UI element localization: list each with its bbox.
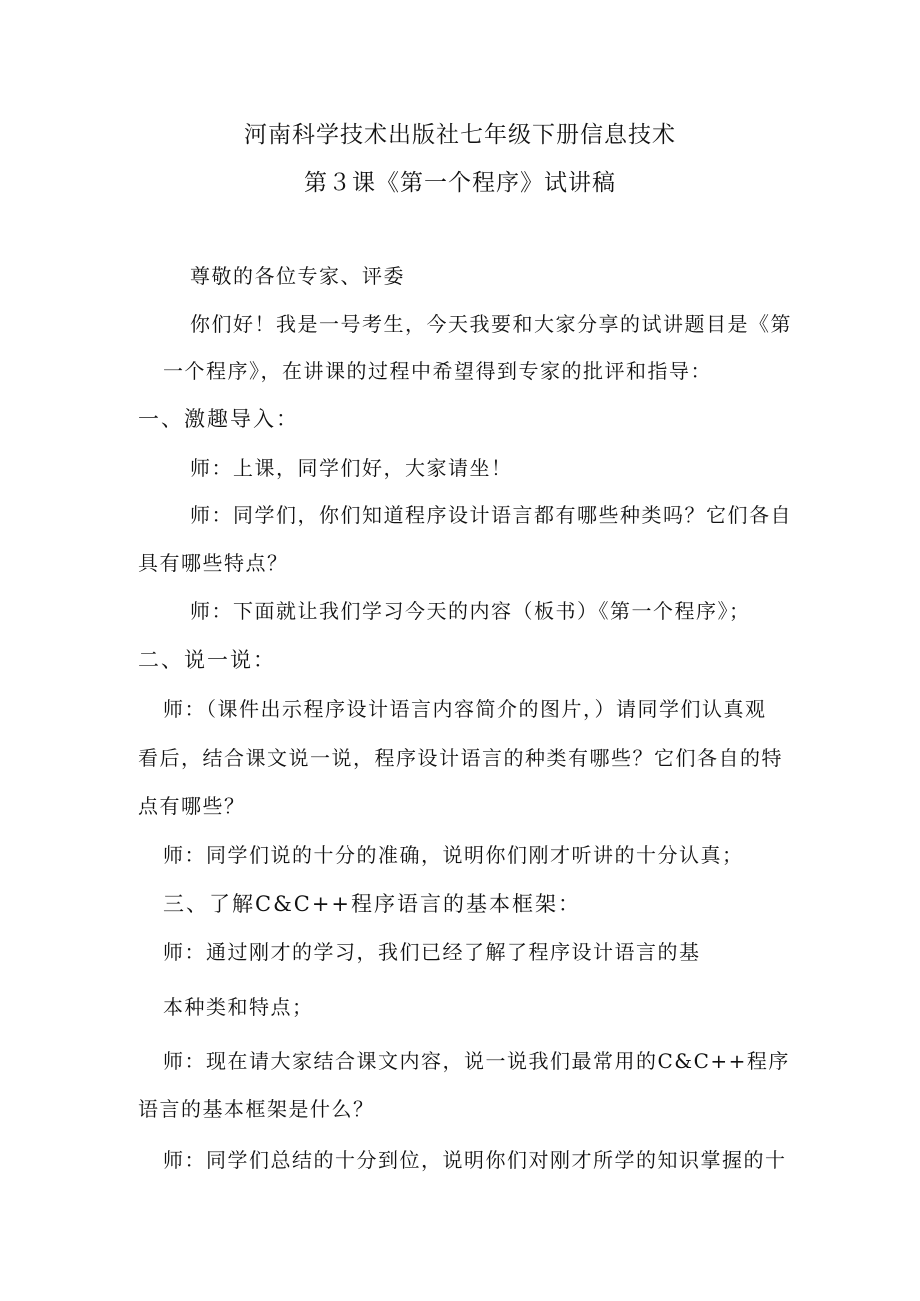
paragraph-line: 看后，结合课文说一说，程序设计语言的种类有哪些？它们各自的特 bbox=[138, 746, 783, 770]
paragraph-line: 师：同学们总结的十分到位，说明你们对刚才所学的知识掌握的十 bbox=[163, 1148, 787, 1172]
paragraph-line: 师：同学们，你们知道程序设计语言都有哪些种类吗？它们各自 bbox=[190, 503, 792, 527]
paragraph-line: 本种类和特点； bbox=[163, 995, 314, 1019]
paragraph-line: 师：通过刚才的学习，我们已经了解了程序设计语言的基 bbox=[163, 940, 701, 964]
paragraph-line: 师：同学们说的十分的准确，说明你们刚才听讲的十分认真； bbox=[163, 843, 744, 867]
greeting-line: 尊敬的各位专家、评委 bbox=[190, 264, 405, 288]
paragraph-line: 你们好！我是一号考生，今天我要和大家分享的试讲题目是《第 bbox=[190, 312, 792, 336]
paragraph-line: 点有哪些？ bbox=[138, 794, 246, 818]
paragraph-line: 一个程序》，在讲课的过程中希望得到专家的批评和指导： bbox=[163, 359, 712, 383]
paragraph-line: 师：下面就让我们学习今天的内容（板书）《第一个程序》； bbox=[190, 599, 751, 623]
paragraph-line: 师：现在请大家结合课文内容，说一说我们最常用的C&C++程序 bbox=[163, 1049, 790, 1073]
document-title-line2: 第３课《第一个程序》试讲稿 bbox=[304, 170, 616, 196]
document-title-line1: 河南科学技术出版社七年级下册信息技术 bbox=[244, 122, 676, 148]
paragraph-line: 具有哪些特点？ bbox=[138, 551, 289, 575]
paragraph-line: 师：（课件出示程序设计语言内容简介的图片，）请同学们认真观 bbox=[163, 697, 767, 721]
paragraph-line: 师：上课，同学们好，大家请坐！ bbox=[190, 456, 513, 480]
paragraph-line: 语言的基本框架是什么？ bbox=[138, 1097, 375, 1121]
section-heading-1: 一、激趣导入： bbox=[138, 407, 299, 431]
section-heading-3: 三、了解C&C++程序语言的基本框架： bbox=[163, 892, 582, 916]
section-heading-2: 二、说一说： bbox=[138, 648, 276, 672]
